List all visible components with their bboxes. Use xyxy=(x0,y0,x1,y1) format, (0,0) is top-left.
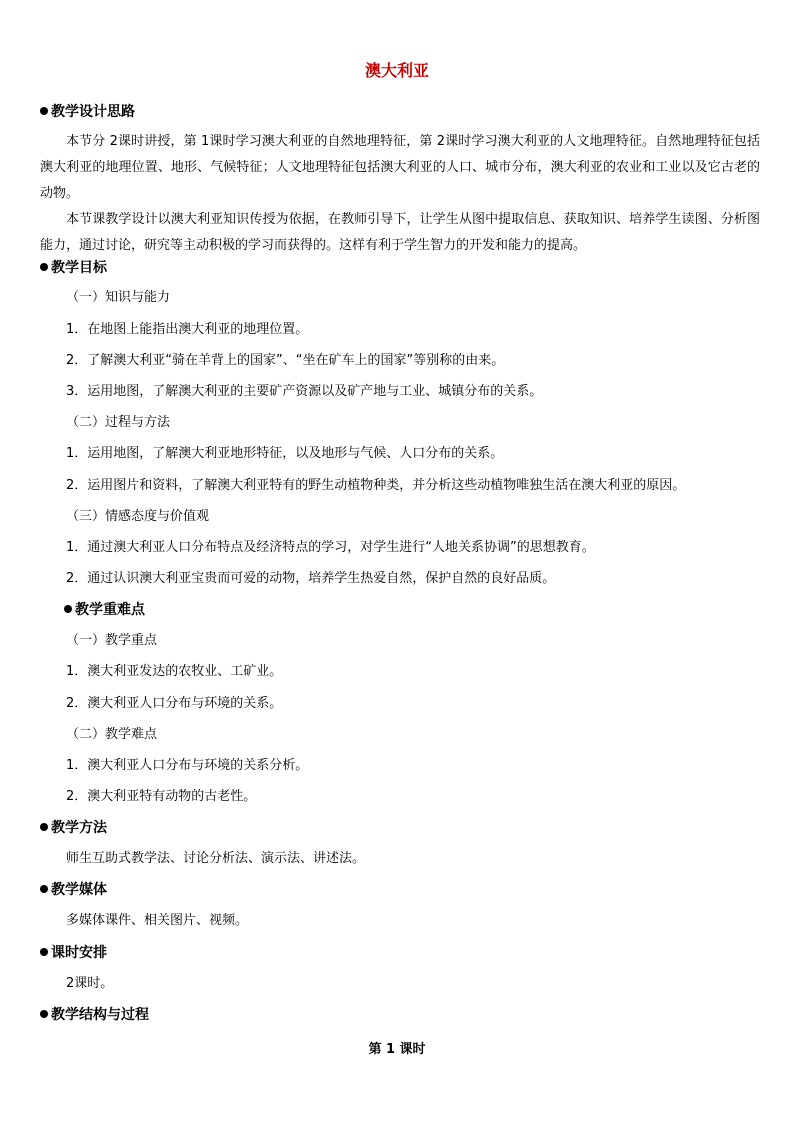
bullet-icon xyxy=(40,1010,48,1018)
section-heading-keypoints xyxy=(64,600,145,620)
section-heading-text: 教学方法 xyxy=(51,820,107,836)
section-heading-methods xyxy=(40,818,107,838)
schedule-text: 2课时。 xyxy=(66,976,114,991)
bullet-icon xyxy=(64,605,72,613)
document-title: 澳大利亚 xyxy=(364,61,429,80)
section-heading-goals xyxy=(40,258,107,278)
list-item: 2．通过认识澳大利亚宝贵而可爱的动物，培养学生热爱自然，保护自然的良好品质。 xyxy=(66,571,556,586)
design-paragraph-1: 本节分 2课时讲授，第 1课时学习澳大利亚的自然地理特征，第 2课时学习澳大利亚的人文地理特征。自然地理特征包括澳大利亚的地理位置、地形、气候特征；人文地理特征包括澳大利亚的人口、城市分布，澳大利亚的农业和工业以及它古老的动物。 xyxy=(40,134,760,201)
bullet-icon xyxy=(40,885,48,893)
section-heading-schedule xyxy=(40,943,107,963)
list-item: 2．了解澳大利亚“骑在羊背上的国家”、“坐在矿车上的国家”等别称的由来。 xyxy=(66,353,505,368)
section-heading-text: 教学媒体 xyxy=(51,882,107,898)
keypoints-subheading-focus: （一）教学重点 xyxy=(66,633,158,648)
bullet-icon xyxy=(40,263,48,271)
list-item: 1．澳大利亚发达的农牧业、工矿业。 xyxy=(66,664,283,679)
section-heading-text: 教学目标 xyxy=(51,260,107,276)
section-heading-structure xyxy=(40,1005,149,1025)
section-heading-media xyxy=(40,880,107,900)
media-text: 多媒体课件、相关图片、视频。 xyxy=(66,913,249,928)
methods-text: 师生互助式教学法、讨论分析法、演示法、讲述法。 xyxy=(66,851,366,866)
section-heading-text: 课时安排 xyxy=(51,945,107,961)
list-item: 1．在地图上能指出澳大利亚的地理位置。 xyxy=(66,322,309,337)
section-heading-text: 教学重难点 xyxy=(75,602,145,618)
list-item: 1．运用地图，了解澳大利亚地形特征，以及地形与气候、人口分布的关系。 xyxy=(66,446,504,461)
list-item: 2．澳大利亚特有动物的古老性。 xyxy=(66,789,257,804)
section-heading-design xyxy=(40,102,135,122)
goals-subheading-process: （二）过程与方法 xyxy=(66,415,171,430)
goals-subheading-knowledge: （一）知识与能力 xyxy=(66,290,171,305)
list-item: 2．澳大利亚人口分布与环境的关系。 xyxy=(66,696,283,711)
bullet-icon xyxy=(40,948,48,956)
list-item: 3．运用地图，了解澳大利亚的主要矿产资源以及矿产地与工业、城镇分布的关系。 xyxy=(66,384,543,399)
design-paragraph-2: 本节课教学设计以澳大利亚知识传授为依据，在教师引导下，让学生从图中提取信息、获取知识、培养学生读图、分析图能力，通过讨论，研究等主动积极的学习而获得的。这样有利于学生智力的开发和能力的提高。 xyxy=(40,212,760,253)
bullet-icon xyxy=(40,823,48,831)
list-item: 2．运用图片和资料，了解澳大利亚特有的野生动植物种类，并分析这些动植物唯独生活在澳大利亚的原因。 xyxy=(66,478,686,493)
list-item: 1．通过澳大利亚人口分布特点及经济特点的学习，对学生进行“人地关系协调”的思想教育。 xyxy=(66,540,595,555)
bullet-icon xyxy=(40,107,48,115)
section-heading-text: 教学结构与过程 xyxy=(51,1007,149,1023)
keypoints-subheading-difficulty: （二）教学难点 xyxy=(66,727,158,742)
lesson-label: 第 1 课时 xyxy=(368,1042,426,1057)
section-heading-text: 教学设计思路 xyxy=(51,104,135,120)
list-item: 1．澳大利亚人口分布与环境的关系分析。 xyxy=(66,758,309,773)
goals-subheading-attitude: （三）情感态度与价值观 xyxy=(66,509,210,524)
